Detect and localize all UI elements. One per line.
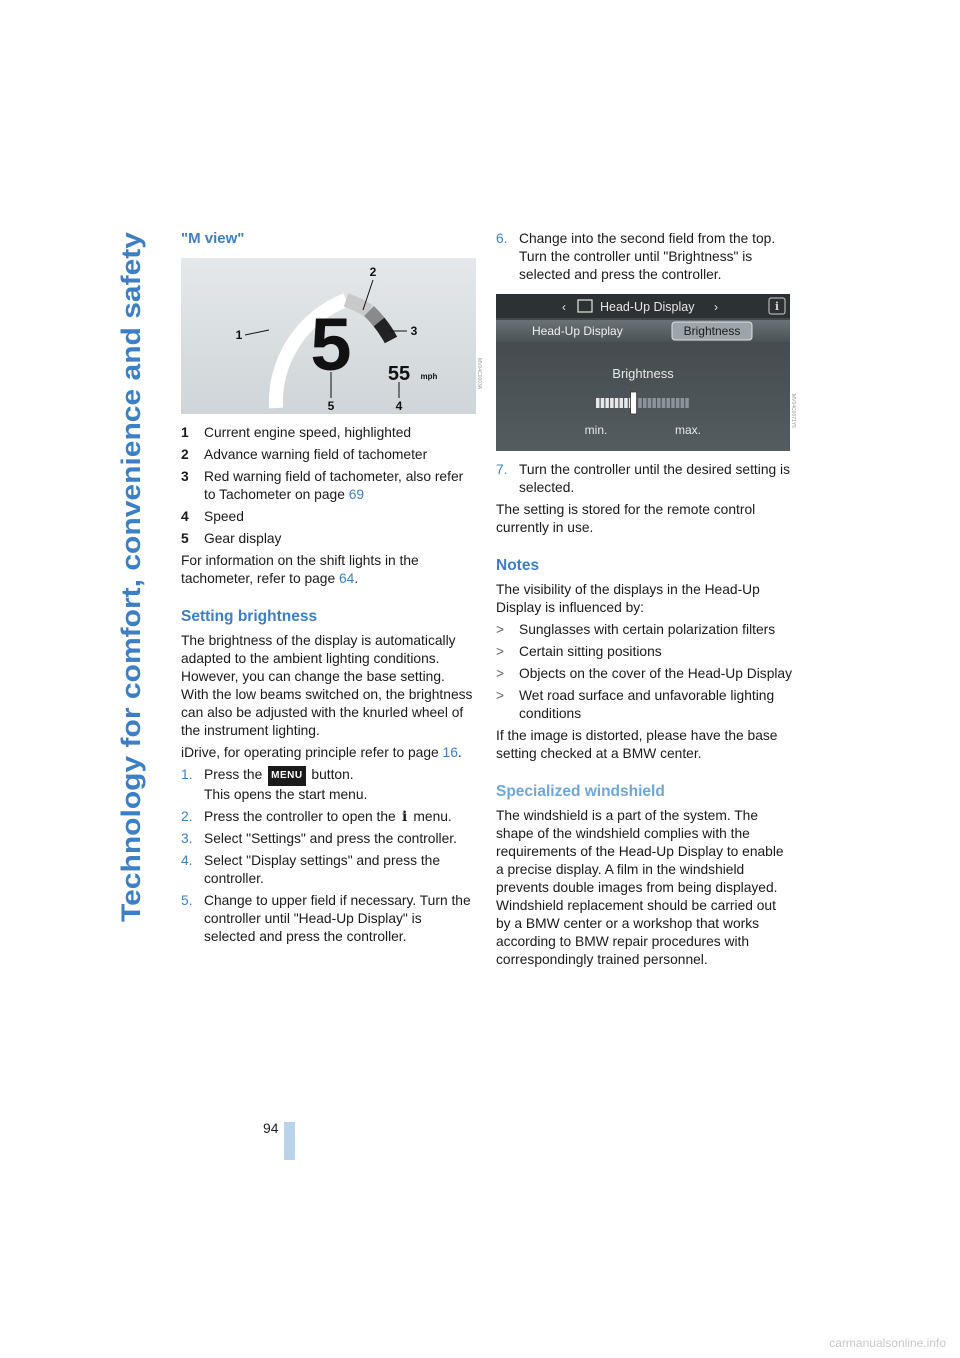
- step-item: [181, 852, 476, 888]
- side-title-svg: [112, 232, 152, 922]
- shift-lights-paragraph: [181, 552, 476, 588]
- step-number: 4.: [181, 853, 193, 868]
- slider-segment: [676, 398, 680, 408]
- slider-segment: [601, 398, 605, 408]
- legend-number: 1: [181, 425, 189, 440]
- steps-list: [181, 766, 476, 946]
- notes-list: [496, 621, 794, 723]
- list-item-text: Sunglasses with certain polarization filters: [519, 622, 776, 637]
- legend-item: [181, 508, 476, 526]
- step-number: 3.: [181, 831, 193, 846]
- step-text-post: button.: [307, 767, 354, 782]
- step-number: 1.: [181, 767, 193, 782]
- legend-text: Advance warning field of tachometer: [204, 447, 428, 462]
- slider-segment: [638, 398, 642, 408]
- step-text: [204, 808, 452, 826]
- shift-lights-end: .: [354, 571, 359, 586]
- callout-1: 1: [235, 328, 243, 342]
- slider-segment: [671, 398, 675, 408]
- slider-segment: [662, 398, 666, 408]
- callout-5: 5: [327, 399, 335, 413]
- hud-screen-illustration: [496, 294, 790, 451]
- slider-segment: [615, 398, 619, 408]
- windshield-heading: Specialized windshield: [496, 783, 665, 800]
- list-item-text: Objects on the cover of the Head-Up Display: [519, 666, 793, 681]
- mview-heading: "M view": [181, 230, 245, 247]
- shift-lights-text: For information on the shift lights in the tachometer, refer to page: [181, 553, 419, 586]
- m-view-illustration: [181, 258, 476, 414]
- tab-brightness[interactable]: Brightness: [683, 324, 741, 338]
- tab-head-up-display[interactable]: Head-Up Display: [532, 324, 623, 338]
- slider-segment: [610, 398, 614, 408]
- page-bar: [284, 1122, 295, 1160]
- legend-item: [181, 424, 476, 442]
- page-number: 94: [263, 1120, 279, 1136]
- slider-segment: [605, 398, 609, 408]
- list-item-text: Wet road surface and unfavorable lighting conditions: [519, 688, 775, 721]
- step-text: Change into the second field from the top. Turn the controller until "Brightness" is selected and press the controller.: [519, 231, 776, 282]
- windshield-paragraph: The windshield is a part of the system. The shape of the windshield complies with the requirements of the Head-Up Display to enable a precise display. A film in the windshield prevents double images from being displayed. Windshield replacement should be carried out by a BMW center or a workshop that works according to BMW repair procedures with correspondingly trained personnel.: [496, 808, 784, 967]
- page-link-16[interactable]: 16: [442, 745, 458, 760]
- legend-text: Speed: [204, 509, 244, 524]
- callout-3: 3: [410, 324, 418, 338]
- slider-segment: [596, 398, 600, 408]
- steps-list-continued: [496, 230, 794, 284]
- step-number: 2.: [181, 809, 193, 824]
- menu-button-icon: MENU: [268, 766, 305, 786]
- legend-item: [181, 468, 476, 504]
- options-icon-glyph: i: [774, 300, 780, 313]
- list-item-text: Certain sitting positions: [519, 644, 662, 659]
- step-item: [181, 766, 476, 804]
- step-text-post: menu.: [409, 809, 452, 824]
- watermark: carmanualsonline.info: [829, 1336, 946, 1350]
- list-item: [496, 643, 794, 661]
- step-text: [204, 766, 367, 804]
- brightness-heading: Setting brightness: [181, 608, 318, 625]
- figure2-code: MV04C0071Y5: [790, 394, 796, 428]
- idrive-end: .: [457, 745, 462, 760]
- left-column: [181, 230, 482, 950]
- step-item: [181, 830, 476, 848]
- step-number: 5.: [181, 893, 193, 908]
- m-view-figure: [181, 258, 482, 414]
- speed-readout: 55: [387, 363, 411, 385]
- legend-text: [204, 468, 476, 504]
- nav-right-arrow-icon[interactable]: ›: [714, 300, 718, 314]
- legend-text-pre: Red warning field of tachometer, also refer to Tachometer on page: [204, 469, 464, 502]
- slider-handle[interactable]: [631, 392, 637, 414]
- slider-segment: [620, 398, 624, 408]
- legend-number: 4: [181, 509, 189, 524]
- brightness-paragraph: The brightness of the display is automatically adapted to the ambient lighting conditions. However, you can change the base setting. With the low beams switched on, the brightness can also be adjusted with the knurled wheel of the instrument lighting.: [181, 633, 473, 738]
- side-title: [112, 232, 152, 922]
- bullet-mark: >: [496, 644, 505, 659]
- bullet-mark: >: [496, 688, 505, 703]
- step-text-line2: This opens the start menu.: [204, 787, 368, 802]
- step-item: [181, 808, 476, 826]
- info-icon: i: [401, 809, 408, 825]
- legend-number: 5: [181, 531, 189, 546]
- step-text: Select "Display settings" and press the controller.: [204, 853, 441, 886]
- stored-setting-paragraph: The setting is stored for the remote control currently in use.: [496, 502, 756, 535]
- slider-max-label: max.: [674, 423, 702, 437]
- bullet-mark: >: [496, 622, 505, 637]
- slider-segment: [652, 398, 656, 408]
- step-text: Turn the controller until the desired setting is selected.: [519, 462, 790, 495]
- list-item: [496, 621, 794, 639]
- step-item: [496, 461, 794, 497]
- legend-number: 3: [181, 469, 189, 484]
- gear-number: 5: [310, 303, 352, 386]
- legend-item: [181, 530, 476, 548]
- slider-segment: [681, 398, 685, 408]
- step-text: Change to upper field if necessary. Turn the controller until "Head-Up Display" is selected and press the controller.: [204, 893, 471, 944]
- steps-list-end: [496, 461, 794, 497]
- legend-text: Gear display: [204, 531, 282, 546]
- step-number: 6.: [496, 231, 508, 246]
- step-item: [181, 892, 476, 946]
- slider-min-label: min.: [584, 423, 608, 437]
- hud-brightness-screen: [496, 294, 796, 451]
- figure1-code: MV04C0003A: [476, 358, 482, 390]
- step-text-pre: Press the controller to open the: [204, 809, 400, 824]
- list-item: [496, 687, 794, 723]
- slider-segment: [624, 398, 628, 408]
- side-title-text: Technology for comfort, convenience and safety: [116, 301, 146, 922]
- brightness-label: Brightness: [612, 366, 674, 381]
- advance-warning-segment: [369, 311, 379, 322]
- step-number: 7.: [496, 462, 508, 477]
- callout-2: 2: [369, 265, 377, 279]
- right-column: [496, 230, 794, 973]
- legend-text: Current engine speed, highlighted: [204, 425, 412, 440]
- step-text-pre: Press the: [204, 767, 267, 782]
- slider-segment: [657, 398, 661, 408]
- slider-segment: [685, 398, 689, 408]
- idrive-paragraph: [181, 744, 476, 762]
- callout-4: 4: [395, 399, 403, 413]
- speed-unit: mph: [420, 372, 438, 381]
- screen-title: Head-Up Display: [600, 300, 695, 314]
- legend-list: [181, 424, 476, 548]
- nav-left-arrow-icon[interactable]: ‹: [562, 300, 566, 314]
- step-item: [496, 230, 794, 284]
- notes-intro: The visibility of the displays in the Head-Up Display is influenced by:: [496, 582, 760, 615]
- legend-item: [181, 446, 476, 464]
- distorted-paragraph: If the image is distorted, please have the base setting checked at a BMW center.: [496, 728, 778, 761]
- slider-segment: [643, 398, 647, 408]
- list-item: [496, 665, 794, 683]
- page-link-69[interactable]: 69: [348, 487, 365, 502]
- step-text: Select "Settings" and press the controller.: [204, 831, 457, 846]
- slider-segment: [648, 398, 652, 408]
- slider-segment: [667, 398, 671, 408]
- idrive-text: iDrive, for operating principle refer to page: [181, 745, 443, 760]
- notes-heading: Notes: [496, 557, 540, 574]
- page-link-64[interactable]: 64: [339, 571, 355, 586]
- bullet-mark: >: [496, 666, 505, 681]
- legend-number: 2: [181, 447, 189, 462]
